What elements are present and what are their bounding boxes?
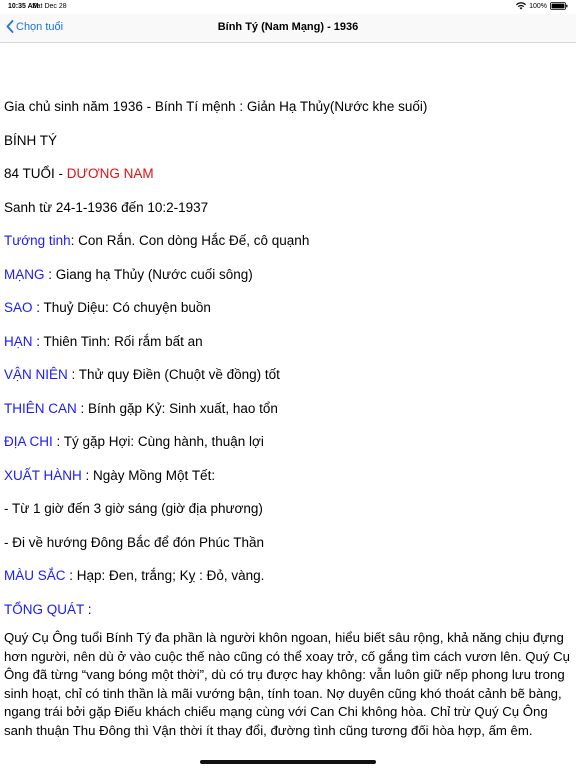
born-line: Sanh từ 24-1-1936 đến 10:2-1937	[4, 199, 209, 215]
tuong-tinh-line	[4, 232, 570, 249]
tuong-tinh-label: Tướng tinh	[4, 233, 71, 248]
tong-quat-colon: :	[84, 601, 92, 617]
mau-sac-value: : Hạp: Đen, trắng; Kỵ : Đỏ, vàng.	[65, 568, 265, 583]
age-highlight: DƯƠNG NAM	[66, 166, 154, 181]
name-line: BÍNH TÝ	[4, 132, 58, 148]
mang-line	[4, 266, 570, 283]
intro-line: Gia chủ sinh năm 1936 - Bính Tí mệnh : Giản Hạ Thủy(Nước khe suối)	[4, 99, 428, 114]
thien-can-label: THIÊN CAN	[4, 400, 77, 416]
han-line	[4, 333, 570, 350]
dia-chi-value: : Tý gặp Hợi: Cùng hành, thuận lợi	[52, 434, 264, 449]
home-indicator[interactable]	[200, 760, 376, 764]
status-bar	[0, 0, 576, 14]
summary-paragraph: Quý Cụ Ông tuổi Bính Tý đa phần là người khôn ngoan, hiểu biết sâu rộng, khả năng chịu đựng hơn người, nên dù ở vào cuộc thế nào cũng có thể xoay trở, cố gắng tìm cách vươn lên. Quý Cụ Ông đã từng “vang bóng một thời”, dù có trụ được hay không: vẫn luôn giữ nếp phong lưu trong sinh hoạt, chỉ có tinh thần là mãi vướng bận, tính toan. Nợ duyên cũng khó thoát cảnh bẽ bàng, ngang trái bởi gặp Điếu khách chiếu mạng cùng với Can Chi không hòa. Chỉ trừ Quý Cụ Ông sanh thuận Thu Đông thì Vận thời ít thay đổi, đường tình cũng tương đối hòa hợp, ấm êm.	[4, 630, 570, 738]
tong-quat-line	[4, 601, 570, 618]
status-indicators	[516, 2, 568, 10]
battery-icon	[550, 2, 568, 10]
thien-can-value: : Bính gặp Kỷ: Sinh xuất, hao tổn	[76, 400, 278, 416]
mang-label: MẠNG	[4, 266, 45, 282]
mau-sac-label: MÀU SẮC	[4, 568, 66, 583]
navigation-bar	[0, 14, 576, 43]
tong-quat-label: TỔNG QUÁT	[4, 601, 85, 617]
tuong-tinh-value: : Con Rắn. Con dòng Hắc Đế, cô quạnh	[70, 233, 310, 248]
xuat-hanh-label: XUẤT HÀNH	[4, 467, 82, 483]
xuat-hanh-item-1: - Từ 1 giờ đến 3 giờ sáng (giờ địa phương)	[4, 501, 263, 516]
xuat-hanh-value: : Ngày Mồng Một Tết:	[81, 467, 216, 483]
dia-chi-label: ĐỊA CHI	[4, 434, 53, 449]
xuat-hanh-item-2: - Đi về hướng Đông Bắc để đón Phúc Thần	[4, 534, 265, 550]
van-nien-value: : Thử quy Điền (Chuột về đồng) tốt	[67, 367, 280, 382]
mau-sac-line	[4, 567, 570, 584]
status-time: 10:35 AM	[8, 3, 39, 10]
page-title: Bính Tý (Nam Mạng) - 1936	[217, 21, 359, 33]
battery-percent: 100%	[529, 2, 547, 10]
sao-value: : Thuỷ Diệu: Có chuyện buồn	[32, 300, 211, 315]
content-area	[4, 98, 570, 740]
wifi-icon	[516, 2, 526, 10]
sao-label: SAO	[4, 300, 33, 315]
back-button-label: Chọn tuổi	[16, 20, 64, 33]
han-value: : Thiên Tinh: Rối rắm bất an	[32, 333, 203, 349]
mang-value: : Giang hạ Thủy (Nước cuối sông)	[44, 266, 253, 282]
dia-chi-line	[4, 433, 570, 450]
han-label: HẠN	[4, 333, 33, 349]
sao-line	[4, 299, 570, 316]
age-prefix: 84 TUỔI -	[4, 166, 67, 181]
van-nien-label: VẬN NIÊN	[4, 367, 68, 382]
xuat-hanh-line	[4, 467, 570, 484]
age-line	[4, 165, 570, 182]
status-date: Sat Dec 28	[32, 3, 67, 10]
thien-can-line	[4, 400, 570, 417]
van-nien-line	[4, 366, 570, 383]
